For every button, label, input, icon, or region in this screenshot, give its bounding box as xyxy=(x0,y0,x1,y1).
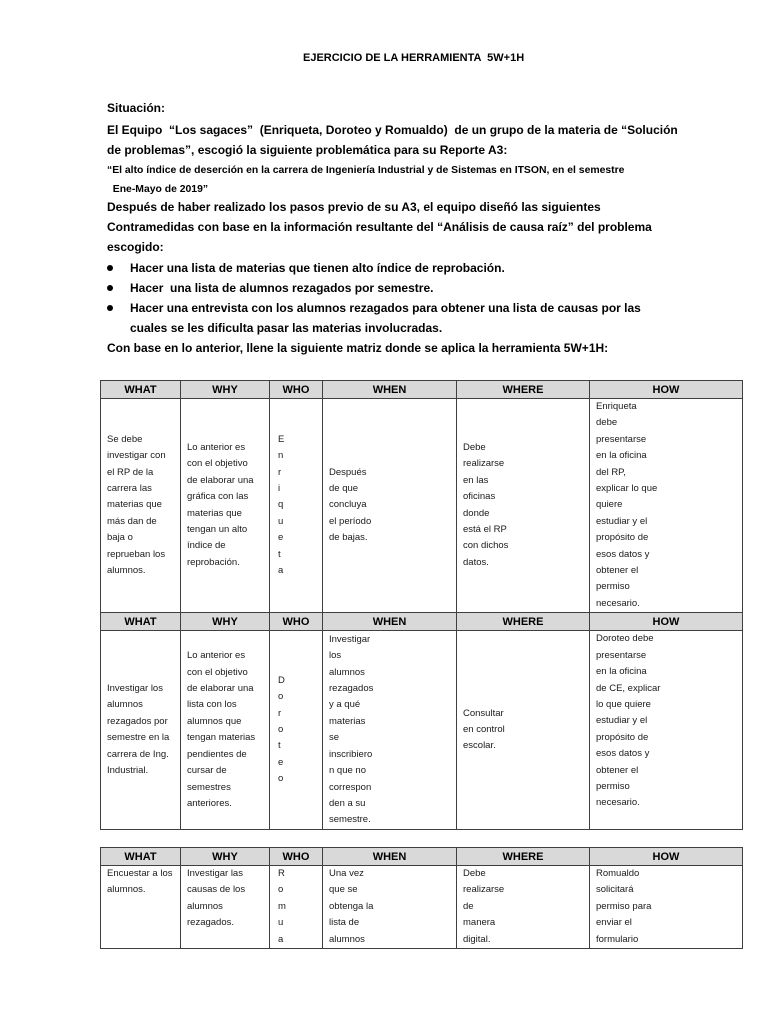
text-line: debe xyxy=(596,417,618,429)
text-line: “El alto índice de deserción en la carrera de Ingeniería Industrial y de Sistemas en ITSON, en el semestre xyxy=(107,165,625,176)
text-line: alumnos. xyxy=(107,565,146,577)
text-line: en la oficina xyxy=(596,666,647,678)
text-line: explicar lo que xyxy=(596,483,658,495)
text-line: Doroteo debe xyxy=(596,633,654,645)
matrix-header-row xyxy=(101,381,743,399)
text-line: estudiar y el xyxy=(596,715,648,727)
header-how: HOW xyxy=(590,381,743,399)
text-line: obtener el xyxy=(596,764,639,776)
text-line: Lo anterior es xyxy=(187,442,246,454)
text-line: materias que xyxy=(107,499,162,511)
text-line: alumnos xyxy=(329,933,365,945)
bullet-icon xyxy=(107,305,113,311)
text-line: semestre en la xyxy=(107,732,170,744)
when-cell xyxy=(323,866,457,949)
how-cell xyxy=(590,631,743,830)
what-cell xyxy=(101,866,181,949)
text-line: carrera de Ing. xyxy=(107,748,169,760)
text-line: enviar el xyxy=(596,917,632,929)
text-line: los xyxy=(329,650,342,662)
text-line: Lo anterior es xyxy=(187,650,246,662)
who-letter: e xyxy=(278,756,284,768)
text-line: obtener el xyxy=(596,565,639,577)
countermeasures-list xyxy=(107,258,641,338)
where-cell xyxy=(457,631,590,830)
text-line: Ene-Mayo de 2019” xyxy=(107,184,209,195)
text-line: Contramedidas con base en la información resultante del “Análisis de causa raíz” del problema xyxy=(107,220,652,234)
what-cell xyxy=(101,399,181,613)
text-line: propósito de xyxy=(596,731,649,743)
header-when: WHEN xyxy=(323,848,457,866)
text-line: de que xyxy=(329,483,359,495)
text-line: rezagados xyxy=(329,683,374,695)
text-line: Investigar los xyxy=(107,683,163,695)
text-line: quiere xyxy=(596,499,623,511)
why-cell xyxy=(181,866,270,949)
who-letter: e xyxy=(278,532,284,544)
text-line: en la oficina xyxy=(596,450,647,462)
text-line: reprueban los xyxy=(107,548,166,560)
instruction-text: Con base en lo anterior, llene la siguiente matriz donde se aplica la herramienta 5W+1H: xyxy=(107,341,609,355)
when-cell xyxy=(323,631,457,830)
text-line: cuales se les dificulta pasar las materias involucradas. xyxy=(130,321,443,335)
countermeasure-item xyxy=(107,258,641,278)
text-line: den a su xyxy=(329,797,366,809)
text-line: estudiar y el xyxy=(596,515,648,527)
text-line: Enriqueta xyxy=(596,401,637,412)
text-line: tengan materias xyxy=(187,732,256,744)
header-how: HOW xyxy=(590,613,743,631)
countermeasure-item xyxy=(107,298,641,338)
text-line: escogido: xyxy=(107,240,164,254)
who-letter: i xyxy=(278,483,281,495)
text-line: semestres xyxy=(187,781,231,793)
countermeasure-item xyxy=(107,278,641,298)
header-why: WHY xyxy=(181,613,270,631)
why-cell xyxy=(181,631,270,830)
text-line: del RP, xyxy=(596,466,626,478)
countermeasure-text xyxy=(130,278,641,298)
text-line: formulario xyxy=(596,933,639,945)
text-line: presentarse xyxy=(596,433,647,445)
text-line: necesario. xyxy=(596,597,640,609)
how-cell xyxy=(590,399,743,613)
text-line: donde xyxy=(463,507,490,519)
who-letter: m xyxy=(278,900,286,912)
text-line: oficinas xyxy=(463,491,496,503)
matrix-header-row xyxy=(101,848,743,866)
who-letter: a xyxy=(278,933,284,945)
text-line: Investigar las xyxy=(187,868,243,879)
text-line: esos datos y xyxy=(596,548,650,560)
text-line: Hacer una lista de alumnos rezagados por semestre. xyxy=(130,281,434,295)
text-line: rezagados por xyxy=(107,715,168,727)
text-line: necesario. xyxy=(596,797,640,809)
text-line: concluya xyxy=(329,499,367,511)
text-line: El Equipo “Los sagaces” (Enriqueta, Doroteo y Romualdo) de un grupo de la materia de “Solución xyxy=(107,123,678,137)
text-line: de xyxy=(463,900,474,912)
who-letter: o xyxy=(278,884,284,896)
who-letter: o xyxy=(278,691,284,703)
text-line: en control xyxy=(463,724,505,736)
text-line: materias xyxy=(329,715,366,727)
text-line: propósito de xyxy=(596,532,649,544)
countermeasure-text xyxy=(130,298,641,338)
who-letter: q xyxy=(278,499,284,511)
text-line: carrera las xyxy=(107,483,152,495)
who-letter: t xyxy=(278,740,281,752)
text-line: Consultar xyxy=(463,707,504,719)
who-letter: o xyxy=(278,773,284,785)
text-line: pendientes de xyxy=(187,748,247,760)
matrix-row xyxy=(101,866,743,949)
text-line: datos. xyxy=(463,556,489,568)
header-why: WHY xyxy=(181,848,270,866)
who-letter: u xyxy=(278,515,284,527)
who-letter: n xyxy=(278,450,284,462)
text-line: Investigar xyxy=(329,633,371,645)
header-who: WHO xyxy=(270,848,323,866)
text-line: está el RP xyxy=(463,524,507,536)
header-what: WHAT xyxy=(101,848,181,866)
text-line: realizarse xyxy=(463,884,505,896)
text-line: que se xyxy=(329,884,358,896)
text-line: permiso xyxy=(596,780,630,792)
text-line: más dan de xyxy=(107,515,157,527)
text-line: investigar con xyxy=(107,450,166,462)
text-line: Debe xyxy=(463,868,486,879)
text-line: Romualdo xyxy=(596,868,640,879)
text-line: índice de xyxy=(187,540,226,552)
text-line: y a qué xyxy=(329,699,361,711)
where-cell xyxy=(457,399,590,613)
who-cell xyxy=(270,866,323,949)
text-line: permiso xyxy=(596,581,630,593)
matrix-row xyxy=(101,631,743,830)
text-line: rezagados. xyxy=(187,917,235,929)
text-line: lista con los xyxy=(187,699,237,711)
text-line: cursar de xyxy=(187,765,227,777)
countermeasures-intro-paragraph xyxy=(107,197,652,257)
intro-paragraph xyxy=(107,120,678,160)
header-what: WHAT xyxy=(101,613,181,631)
text-line: anteriores. xyxy=(187,797,232,809)
situation-label: Situación: xyxy=(107,101,166,115)
bullet-icon xyxy=(107,285,113,291)
text-line: alumnos que xyxy=(187,715,242,727)
matrix-5w1h-table xyxy=(100,380,743,830)
who-letter: a xyxy=(278,565,284,577)
who-cell xyxy=(270,399,323,613)
text-line: materias que xyxy=(187,507,242,519)
bullet-icon xyxy=(107,265,113,271)
text-line: Se debe xyxy=(107,433,143,445)
header-who: WHO xyxy=(270,613,323,631)
text-line: se xyxy=(329,732,340,744)
text-line: Hacer una lista de materias que tienen alto índice de reprobación. xyxy=(130,261,505,275)
header-where: WHERE xyxy=(457,613,590,631)
text-line: alumnos xyxy=(329,666,365,678)
header-when: WHEN xyxy=(323,381,457,399)
text-line: inscribiero xyxy=(329,748,373,760)
text-line: de elaborar una xyxy=(187,683,254,695)
text-line: realizarse xyxy=(463,458,505,470)
who-letter: D xyxy=(278,674,285,686)
text-line: alumnos xyxy=(187,900,223,912)
text-line: escolar. xyxy=(463,740,496,752)
text-line: tengan un alto xyxy=(187,524,248,536)
who-cell xyxy=(270,631,323,830)
header-why: WHY xyxy=(181,381,270,399)
matrix-row xyxy=(101,399,743,613)
text-line: obtenga la xyxy=(329,900,374,912)
text-line: de elaborar una xyxy=(187,474,254,486)
how-cell xyxy=(590,866,743,949)
what-cell xyxy=(101,631,181,830)
text-line: Debe xyxy=(463,442,486,454)
text-line: el período xyxy=(329,515,372,527)
page-title: EJERCICIO DE LA HERRAMIENTA 5W+1H xyxy=(303,52,525,64)
text-line: de CE, explicar xyxy=(596,682,661,694)
problem-statement-quote xyxy=(107,161,624,199)
header-when: WHEN xyxy=(323,613,457,631)
text-line: Hacer una entrevista con los alumnos rezagados para obtener una lista de causas por las xyxy=(130,301,641,315)
text-line: Industrial. xyxy=(107,765,149,777)
why-cell xyxy=(181,399,270,613)
who-letter: u xyxy=(278,917,284,929)
who-letter: r xyxy=(278,707,282,719)
text-line: esos datos y xyxy=(596,748,650,760)
text-line: lista de xyxy=(329,917,360,929)
text-line: de problemas”, escogió la siguiente problemática para su Reporte A3: xyxy=(107,143,508,157)
countermeasure-text xyxy=(130,258,641,278)
text-line: digital. xyxy=(463,933,491,945)
who-letter: E xyxy=(278,433,285,445)
who-letter: t xyxy=(278,548,281,560)
text-line: con el objetivo xyxy=(187,458,248,470)
header-where: WHERE xyxy=(457,381,590,399)
text-line: manera xyxy=(463,917,496,929)
text-line: alumnos xyxy=(107,699,143,711)
text-line: correspon xyxy=(329,781,372,793)
text-line: solicitará xyxy=(596,884,634,896)
header-how: HOW xyxy=(590,848,743,866)
text-line: Una vez xyxy=(329,868,364,879)
matrix-header-row xyxy=(101,613,743,631)
who-letter: R xyxy=(278,868,285,879)
text-line: Encuestar a los xyxy=(107,868,173,879)
text-line: n que no xyxy=(329,765,366,777)
text-line: reprobación. xyxy=(187,556,240,568)
text-line: Después de haber realizado los pasos previo de su A3, el equipo diseñó las siguientes xyxy=(107,200,601,214)
text-line: con dichos xyxy=(463,540,509,552)
header-where: WHERE xyxy=(457,848,590,866)
text-line: en las xyxy=(463,474,489,486)
text-line: alumnos. xyxy=(107,884,146,896)
text-line: Después xyxy=(329,466,367,478)
text-line: el RP de la xyxy=(107,466,154,478)
text-line: lo que quiere xyxy=(596,698,651,710)
text-line: semestre. xyxy=(329,814,371,826)
text-line: causas de los xyxy=(187,884,246,896)
header-who: WHO xyxy=(270,381,323,399)
where-cell xyxy=(457,866,590,949)
text-line: presentarse xyxy=(596,649,647,661)
when-cell xyxy=(323,399,457,613)
header-what: WHAT xyxy=(101,381,181,399)
text-line: baja o xyxy=(107,532,133,544)
text-line: de bajas. xyxy=(329,532,368,544)
text-line: gráfica con las xyxy=(187,491,249,503)
matrix-5w1h-table-continued xyxy=(100,847,743,949)
who-letter: r xyxy=(278,466,282,478)
text-line: permiso para xyxy=(596,900,652,912)
text-line: con el objetivo xyxy=(187,666,248,678)
who-letter: o xyxy=(278,724,284,736)
